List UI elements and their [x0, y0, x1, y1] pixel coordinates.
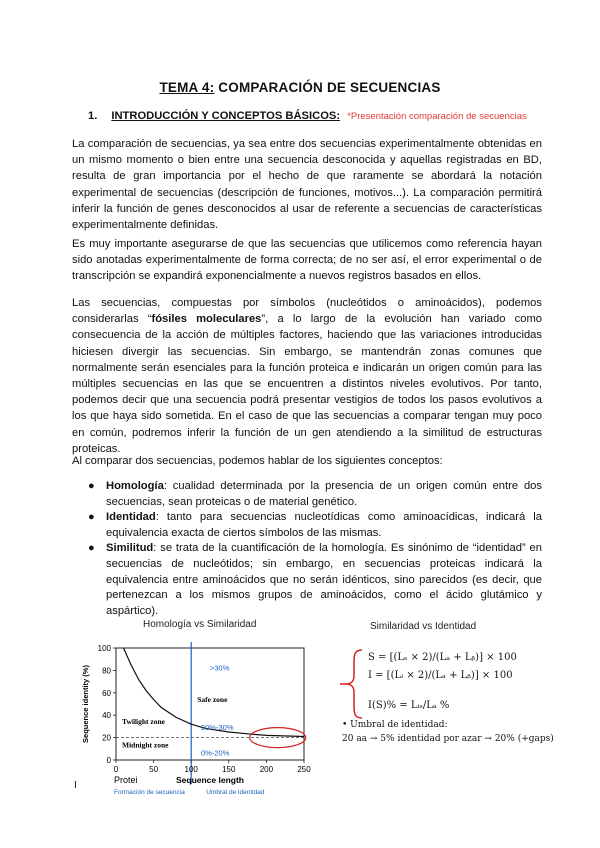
zone-twilight: Twilight zone	[122, 717, 166, 727]
section-title: INTRODUCCIÓN Y CONCEPTOS BÁSICOS:	[111, 110, 341, 122]
zone-safe: Safe zone	[197, 694, 228, 704]
x-tick-label: 50	[149, 765, 159, 774]
x-tick-label: 200	[259, 765, 274, 774]
formula-s: S = [(Lₛ × 2)/(Lₐ + Lᵦ)] × 100	[368, 652, 517, 663]
section-heading	[88, 110, 527, 122]
annotation-0-20: 0%-20%	[200, 748, 230, 758]
figure-caption-right: Similaridad vs Identidad	[370, 621, 477, 632]
x-tick-label: 0	[113, 765, 119, 774]
x-axis-label: Sequence length	[175, 775, 245, 785]
paragraph-3-text-a: Las secuencias, compuestas por símbolos (nucleótidos o aminoácidos), podemos considerarlas “	[72, 297, 542, 326]
page-title	[0, 80, 600, 95]
page-number: I	[74, 780, 77, 791]
paragraph-4: Al comparar dos secuencias, podemos hablar de los siguientes conceptos:	[72, 455, 443, 467]
paragraph-3-text-b: ”, a lo largo de la evolución han variado como consecuencia de la acción de múltiples factores, haciendo que las variaciones introducidas hiciesen divergir las secuencias. Sin embargo, se mantendrán zonas comunes que normalmente serán esenciales para la función proteica e indicarán un origen común para las múltiples secuencias en las que se encuentren a distintos niveles evolutivos. Por tanto, podemos decir que una secuencia podrá presentar vestigios de todos los pasos evolutivos a los que haya sido sometida. En el caso de que las secuencias a comparar tengan muy poco en común, podremos inferir la función de un gen atendiendo a la similitud de estructuras proteicas.	[72, 313, 542, 455]
bullet-text: : tanto para secuencias nucleotídicas como aminoacídicas, indicará la equivalencia exacta de ciertos símbolos de las mismas.	[106, 511, 542, 539]
formulas-panel	[340, 646, 554, 756]
brace-icon	[340, 646, 370, 721]
title-prefix: TEMA 4:	[159, 80, 215, 95]
formula-is: I(S)% = Lᵢₛ/Lₐ %	[368, 700, 450, 711]
annotation-above-30: >30%	[210, 663, 230, 673]
annotation-20-30: 20%-30%	[200, 722, 234, 732]
umbral-label: • Umbral de identidad:	[342, 720, 448, 730]
y-tick-label: 60	[102, 688, 111, 698]
y-tick-label: 0	[106, 756, 111, 765]
paragraph-1: La comparación de secuencias, ya sea entre dos secuencias experimentalmente obtenidas en un mismo momento o bien entre una secuencia desconocida y aquellas registradas en BD, resulta de gran importancia por el hecho de que raramente se abordará la notación experimental de secuencias (descripción de funciones, motivos...). La comparación permitirá inferir la función de genes desconocidos al usar de referente a secuencias de características experimentalmente definidas.	[72, 138, 542, 232]
y-tick-label: 80	[102, 666, 111, 676]
annotation-formacion: Formación de secuencia	[114, 789, 185, 796]
bullet-term: Similitud	[106, 542, 154, 555]
paragraph-3	[72, 295, 542, 457]
formula-i: I = [(Lᵢ × 2)/(Lₐ + Lᵦ)] × 100	[368, 670, 513, 681]
bullet-text: : se trata de la cuantificación de la homología. Es sinónimo de “identidad” en secuencias de nucleótidos; sin embargo, en secuencias proteicas indicará la equivalencia entre aminoácidos que no serán idénticos, sino parecidos (es decir, que pertenezcan a los mismos grupos de aminoácidos, como el ácido glutámico y aspártico).	[106, 542, 542, 617]
x-tick-label: 100	[184, 765, 198, 774]
y-tick-label: 100	[97, 644, 111, 653]
y-tick-label: 40	[102, 711, 111, 721]
section-number: 1.	[88, 110, 98, 122]
y-tick-label: 20	[102, 733, 111, 743]
list-item	[88, 479, 542, 510]
section-note: *Presentación comparación de secuencias	[347, 111, 527, 122]
concept-list	[88, 479, 542, 619]
identity-length-chart	[80, 636, 320, 796]
fosiles-moleculares-term: fósiles moleculares	[151, 313, 262, 326]
list-item	[88, 541, 542, 619]
bullet-term: Homología	[106, 480, 164, 492]
zone-midnight: Midnight zone	[122, 740, 169, 750]
annotation-protei: Protei	[114, 775, 138, 785]
y-axis-label: Sequence identity (%)	[81, 665, 90, 743]
umbral-value: 20 aa → 5% identidad por azar → 20% (+gaps)	[342, 734, 554, 744]
bullet-term: Identidad	[106, 511, 156, 524]
bullet-icon: ●	[88, 542, 95, 555]
bullet-icon: ●	[88, 511, 95, 524]
bullet-icon: ●	[88, 480, 95, 492]
x-tick-label: 250	[297, 765, 311, 774]
figure-caption-left: Homología vs Similaridad	[143, 619, 257, 630]
x-tick-label: 150	[222, 765, 236, 774]
title-rest: COMPARACIÓN DE SECUENCIAS	[214, 80, 441, 95]
list-item	[88, 510, 542, 541]
bullet-text: : cualidad determinada por la presencia de un origen común entre dos secuencias, sean proteicas o de material genético.	[106, 480, 542, 508]
paragraph-2: Es muy importante asegurarse de que las secuencias que utilicemos como referencia hayan sido anotadas experimentalmente de forma correcta; de no ser así, el error experimental o de transcripción se expandirá exponencialmente a nuevos registros basados en ellos.	[72, 238, 542, 283]
annotation-umbral: Umbral de identidad	[206, 789, 265, 796]
